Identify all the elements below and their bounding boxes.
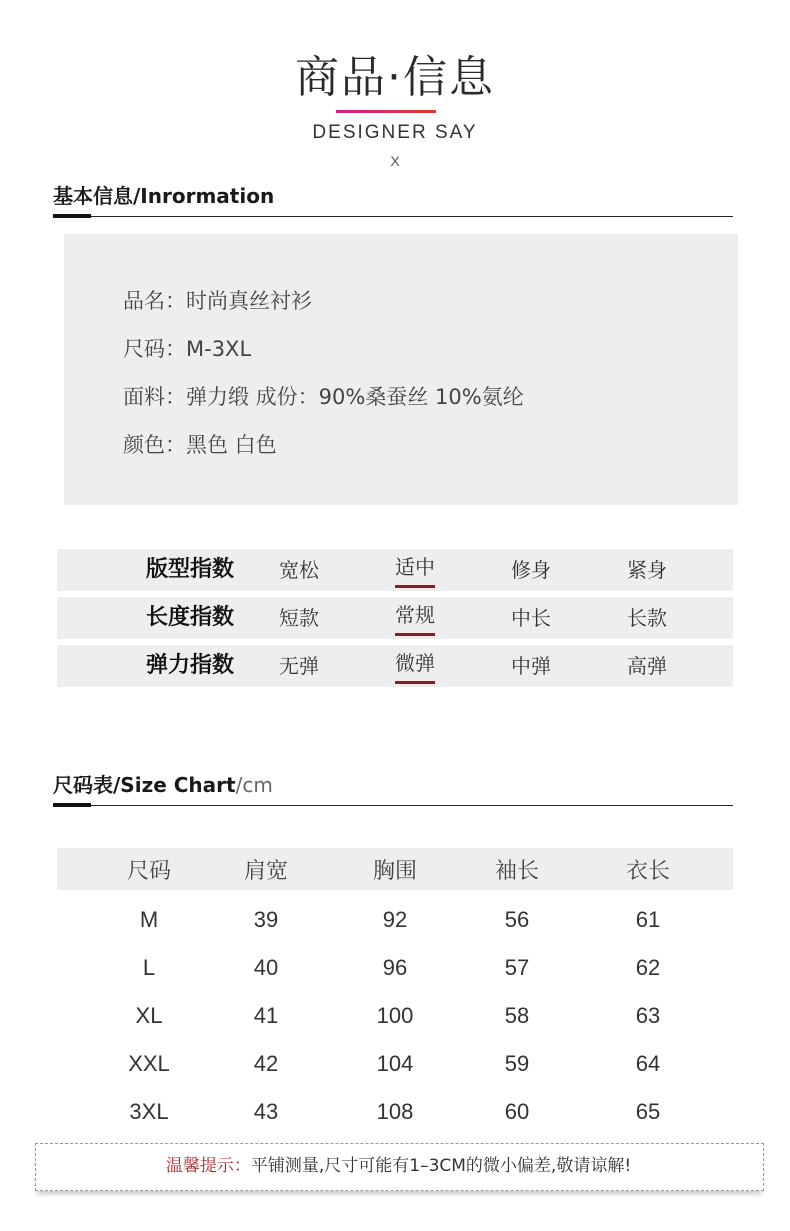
table-cell: 108 (376, 1099, 414, 1124)
info-colors: 颜色：黑色 白色 (123, 433, 277, 457)
col-header-chest: 胸围 (372, 859, 417, 884)
table-cell: 59 (504, 1051, 530, 1076)
table-cell: 60 (504, 1099, 530, 1124)
table-cell: 39 (253, 907, 279, 932)
fit-option-slim: 修身 (511, 558, 551, 582)
page-subtitle: DESIGNER SAY (312, 122, 478, 143)
info-fabric: 面料：弹力缎 成份：90%桑蚕丝 10%氨纶 (123, 385, 524, 409)
table-cell: 56 (504, 907, 530, 932)
stretch-option-high: 高弹 (627, 654, 667, 678)
fit-option-tight: 紧身 (627, 558, 667, 582)
basic-info-heading: 基本信息/Inrormation (53, 184, 275, 208)
table-cell: 58 (504, 1003, 530, 1028)
measurement-notice (35, 1143, 762, 1189)
table-cell: M (139, 907, 159, 932)
page-title: 商品·信息 (295, 52, 495, 103)
stretch-index-label: 弹力指数 (146, 653, 235, 678)
subtitle-mark: X (390, 153, 400, 169)
info-size-range: 尺码：M-3XL (123, 337, 252, 361)
fit-index-label: 版型指数 (146, 557, 235, 582)
table-cell: 64 (635, 1051, 661, 1076)
table-cell: 92 (382, 907, 408, 932)
stretch-option-none: 无弹 (279, 654, 319, 678)
col-header-sleeve: 袖长 (494, 859, 539, 884)
col-header-shoulder: 肩宽 (243, 859, 288, 884)
length-option-short: 短款 (279, 606, 319, 630)
length-option-mid: 中长 (511, 606, 551, 630)
size-chart-unit: /cm (235, 773, 273, 797)
stretch-option-slight-selected: 微弹 (395, 645, 435, 684)
stretch-option-medium: 中弹 (511, 654, 551, 678)
table-cell: 104 (376, 1051, 414, 1076)
table-cell: 96 (382, 955, 408, 980)
table-cell: XXL (128, 1051, 170, 1076)
table-cell: L (142, 955, 156, 980)
basic-info-panel (64, 234, 738, 505)
size-chart-divider-accent (53, 803, 91, 807)
table-cell: 57 (504, 955, 530, 980)
table-cell: 43 (253, 1099, 279, 1124)
table-cell: 62 (635, 955, 661, 980)
table-cell: 3XL (129, 1099, 169, 1124)
table-cell: 63 (635, 1003, 661, 1028)
table-cell: 100 (376, 1003, 414, 1028)
info-product-name: 品名：时尚真丝衬衫 (123, 289, 312, 313)
col-header-size: 尺码 (126, 859, 171, 884)
length-index-label: 长度指数 (146, 605, 235, 630)
size-chart-title: 尺码表/Size Chart (53, 773, 236, 797)
size-chart-divider (53, 805, 733, 806)
table-cell: 42 (253, 1051, 279, 1076)
basic-info-divider-accent (53, 214, 91, 218)
notice-text: 平铺测量,尺寸可能有1–3CM的微小偏差,敬请谅解! (250, 1156, 632, 1176)
table-cell: 40 (253, 955, 279, 980)
notice-label: 温馨提示： (165, 1156, 251, 1176)
table-cell: 65 (635, 1099, 661, 1124)
length-option-regular-selected: 常规 (395, 597, 435, 636)
fit-option-regular-selected: 适中 (395, 549, 435, 588)
table-cell: 61 (635, 907, 661, 932)
title-accent-underline (336, 110, 436, 113)
table-cell: 41 (253, 1003, 279, 1028)
basic-info-divider (53, 216, 733, 217)
size-chart-heading (53, 769, 273, 798)
col-header-length: 衣长 (625, 859, 670, 884)
fit-option-loose: 宽松 (279, 558, 319, 582)
length-option-long: 长款 (627, 606, 667, 630)
table-cell: XL (135, 1003, 163, 1028)
